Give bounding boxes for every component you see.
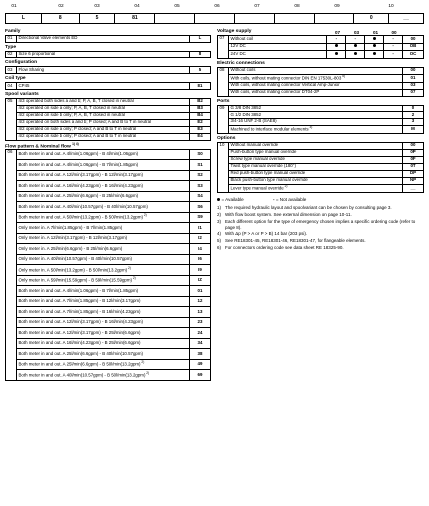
availability-cell xyxy=(346,51,365,59)
position-number: 09 xyxy=(334,4,340,9)
row-description: Screw type manual override xyxy=(229,156,403,163)
row-code: E4 xyxy=(190,133,211,140)
table-row xyxy=(6,67,211,74)
family-table xyxy=(5,35,211,43)
row-description: Both meter in and out. A 4l/min(1.06gpm) - B 7l/min(1.85gpm) xyxy=(17,286,190,297)
availability-cell: - xyxy=(384,51,403,59)
spool-variants-table xyxy=(5,98,211,141)
position-numbers xyxy=(5,4,424,11)
availability-cell xyxy=(365,36,384,44)
footnote-ref: 2) xyxy=(131,276,136,281)
position-number: 07 xyxy=(254,4,260,9)
table-row xyxy=(6,286,211,297)
table-row xyxy=(6,223,211,234)
code-cell: 0 xyxy=(354,14,389,23)
row-code: L xyxy=(190,36,211,43)
position-number: 04 xyxy=(134,4,140,9)
position-number: 08 xyxy=(294,4,300,9)
footnote-number: 6) xyxy=(217,245,222,251)
row-description: Only meter in. A 40l/min(10.57gpm) - B 40l/min(10.57gpm) xyxy=(17,254,190,265)
footnote-ref: 2) xyxy=(140,360,145,365)
row-code: 03 xyxy=(403,82,424,89)
available-dot-icon xyxy=(335,52,338,55)
row-code: 07 xyxy=(403,89,424,96)
table-row xyxy=(218,170,424,177)
table-row xyxy=(6,119,211,126)
row-description: Push-button type manual override xyxy=(229,149,403,156)
footnote-text: With Δp (P > A or P > B) 14 bar (203 psi). xyxy=(225,231,308,237)
row-description: With coils, without mating connector DIN EN 17530L-803 $^{5)}$ xyxy=(229,74,403,82)
row-number: 07 xyxy=(218,36,229,59)
table-row xyxy=(218,156,424,163)
flow-pattern-table xyxy=(5,149,211,381)
row-description: 24V DC xyxy=(228,51,326,59)
row-description: Directional Valve elements ED xyxy=(17,36,190,43)
row-code: 01 xyxy=(403,74,424,82)
availability-cell xyxy=(346,43,365,51)
row-code: DP xyxy=(403,170,424,177)
section-title-coil-type: Coil type xyxy=(5,76,26,82)
available-dot-icon xyxy=(335,44,338,47)
row-code: E2 xyxy=(190,119,211,126)
voltage-header xyxy=(217,27,424,35)
table-row xyxy=(6,149,211,160)
section-title-configuration: Configuration xyxy=(5,60,38,66)
row-code: 69 xyxy=(190,370,211,381)
row-description: Both meter in and out. A 4l/min(1.06gpm) - B 7l/min(1.85gpm) xyxy=(17,160,190,171)
ordering-code-row xyxy=(5,13,424,24)
row-description: CP45 xyxy=(17,83,190,90)
footnote-ref: 2) xyxy=(127,265,131,270)
position-number: 02 xyxy=(58,4,64,9)
row-description: Only meter in. A 12l/min(3.17gpm) - B 12l/min(3.17gpm) xyxy=(17,233,190,244)
row-description: 4/2 operated on side b only; P closed; A and B to T in neutral xyxy=(17,133,190,140)
options-table xyxy=(217,142,424,193)
availability-cell xyxy=(327,43,346,51)
row-description: With coils, without mating connector DT04-2P xyxy=(229,89,403,96)
position-number: 01 xyxy=(11,4,17,9)
footnote-number: 4) xyxy=(217,231,222,237)
voltage-col-head: 07 xyxy=(334,29,341,35)
row-description: 4/2 operated on side a only; P, A, B, T closed in neutral xyxy=(17,105,190,112)
availability-cell xyxy=(365,51,384,59)
table-row xyxy=(6,338,211,349)
row-description: 4/3 operated on both sides a and b; P closed; A and B to T in neutral xyxy=(17,119,190,126)
availability-cell: - xyxy=(346,36,365,44)
electric-connections-table xyxy=(217,67,424,97)
footnote xyxy=(217,205,424,210)
table-row xyxy=(218,36,424,44)
footnote-ref: 2) xyxy=(142,213,147,218)
row-code: I1 xyxy=(190,223,211,234)
row-description: 3/4-16 UNF 2-B (SAE8) xyxy=(229,119,403,126)
footnote-text: With flow boost system. See external dimension on page 10-11. xyxy=(225,212,352,218)
table-row xyxy=(218,119,424,126)
table-row xyxy=(6,349,211,360)
table-row xyxy=(218,105,424,112)
code-cell xyxy=(195,14,235,23)
code-cell: L xyxy=(6,14,42,23)
row-description: Both meter in and out. A 7l/min(1.85gpm) - B 16l/min(4.23gpm) xyxy=(17,307,190,318)
row-description: Lever type manual override $^{2)}$ xyxy=(229,184,403,192)
row-description: Black push-button type manual override xyxy=(229,177,403,184)
row-code: S3 xyxy=(190,181,211,192)
table-row xyxy=(218,74,424,82)
legend-available xyxy=(217,197,258,202)
row-code: OC xyxy=(403,51,424,59)
row-description: Both meter in and out. A 16l/min(4.23gpm) - B 16l/min(4.23gpm) xyxy=(17,181,190,192)
footnote-text: For connectors ordering code see data sheet RE 18325-90. xyxy=(225,245,344,251)
row-code: 24 xyxy=(190,328,211,339)
row-code: S1 xyxy=(190,160,211,171)
row-code: NP xyxy=(403,177,424,184)
row-code: S6 xyxy=(190,202,211,213)
table-row xyxy=(6,98,211,105)
voltage-col-head: 03 xyxy=(353,29,360,35)
availability-cell: - xyxy=(327,36,346,44)
row-code: S4 xyxy=(190,191,211,202)
legend-available-text: = Available xyxy=(221,197,244,203)
row-description: Both meter in and out. A 25l/min(6.6gpm) - B 50l/min(13.2gpm) $^{2)}$ xyxy=(17,359,190,370)
footnote xyxy=(217,231,424,236)
code-cell xyxy=(315,14,355,23)
table-row xyxy=(6,126,211,133)
position-number: 10 xyxy=(388,4,394,9)
row-number: 03 xyxy=(6,67,17,74)
availability-cell: - xyxy=(384,36,403,44)
row-code: 00 xyxy=(403,67,424,74)
footnote-text: See RE18301-45, RE18301-46, RE18301-47, for flangeable elements. xyxy=(225,238,366,244)
table-row xyxy=(218,67,424,74)
section-title-spool-variants: Spool variants xyxy=(5,91,39,97)
footnote-ref: 5) xyxy=(341,73,346,78)
table-row xyxy=(6,105,211,112)
row-description: Only meter in. A 25l/min(6.6gpm) - B 25l/min(6.6gpm) xyxy=(17,244,190,255)
ports-table xyxy=(217,105,424,134)
table-row xyxy=(218,163,424,170)
table-row xyxy=(218,142,424,149)
flow-pattern-title: Flow pattern & Nominal flow xyxy=(5,144,71,150)
row-description: Flow Sharing xyxy=(17,67,190,74)
code-cell xyxy=(235,14,275,23)
table-row xyxy=(6,265,211,276)
row-code: S2 xyxy=(190,170,211,181)
row-description: 4/2 operated on side a only; P closed; A and B to T in neutral xyxy=(17,126,190,133)
row-code: B3 xyxy=(190,105,211,112)
type-table xyxy=(5,51,211,59)
row-description: Size 6 proportional xyxy=(17,51,190,58)
legend-not-available xyxy=(273,197,320,202)
section-title-electric: Electric connections xyxy=(217,60,265,66)
row-description: Machined to interface modular elements $^{3)}$ xyxy=(229,125,403,133)
row-code: 23 xyxy=(190,317,211,328)
section-title-voltage: Voltage supply xyxy=(217,29,252,34)
table-row xyxy=(6,212,211,223)
row-description: Without coil xyxy=(228,36,326,44)
table-row xyxy=(218,177,424,184)
row-description: Both meter in and out. A 40l/min(10.57gpm) - B 40l/min(10.57gpm) xyxy=(17,202,190,213)
code-cell xyxy=(155,14,195,23)
table-row xyxy=(6,181,211,192)
row-code: E3 xyxy=(190,126,211,133)
row-code: 5 xyxy=(190,67,211,74)
table-row xyxy=(218,51,424,59)
footnote-number: 1) xyxy=(217,205,222,211)
row-description: Both meter in and out. A 25l/min(6.6gpm) - B 40l/min(10.57gpm) xyxy=(17,349,190,360)
configuration-table xyxy=(5,66,211,74)
row-description: Both meter in and out. A 50l/min(13.2gpm) - B 50l/min(13.2gpm) $^{2)}$ xyxy=(17,212,190,223)
row-description: 4/3 operated both sides a and b; P, A, B, T closed in neutral xyxy=(17,98,190,105)
table-row xyxy=(6,317,211,328)
table-row xyxy=(6,296,211,307)
table-row xyxy=(6,133,211,140)
position-number: 05 xyxy=(174,4,180,9)
row-description: Both meter in and out. A 7l/min(1.85gpm) - B 12l/min(3.17gpm) xyxy=(17,296,190,307)
table-row xyxy=(6,51,211,58)
table-row xyxy=(6,254,211,265)
row-description: G 3/8 DIN 3852 xyxy=(229,105,403,112)
position-number: 03 xyxy=(94,4,100,9)
section-title-ports: Ports xyxy=(217,98,230,104)
section-title-family: Family xyxy=(5,29,21,34)
row-code: 2 xyxy=(403,112,424,119)
row-code: 12 xyxy=(190,296,211,307)
row-number: 09 xyxy=(218,105,229,133)
row-description: Both meter in and out. A 4l/min(1.06gpm) - B 4l/min(1.06gpm) xyxy=(17,149,190,160)
section-title-type: Type xyxy=(5,44,17,50)
row-description: With coils, without mating connector Vertical Amp-Junior xyxy=(229,82,403,89)
row-code: B4 xyxy=(190,112,211,119)
row-description: Twist type manual override (180°) xyxy=(229,163,403,170)
coil-type-table xyxy=(5,82,211,90)
row-code: B2 xyxy=(190,98,211,105)
row-description: Red push-button type manual override xyxy=(229,170,403,177)
table-row xyxy=(218,82,424,89)
row-code: I2 xyxy=(190,233,211,244)
footnote xyxy=(217,219,424,230)
row-code: 00 xyxy=(403,36,424,44)
footnote-number: 2) xyxy=(217,212,222,218)
row-description: 12V DC xyxy=(228,43,326,51)
row-description: 4/2 operated on side b only; P, A, B, T closed in neutral xyxy=(17,112,190,119)
row-code: 0T xyxy=(403,163,424,170)
code-cell xyxy=(275,14,315,23)
table-row xyxy=(6,170,211,181)
code-cell: 5 xyxy=(80,14,116,23)
legend xyxy=(217,197,424,202)
code-cell: 8 xyxy=(42,14,80,23)
position-number: 06 xyxy=(214,4,220,9)
row-description: Both meter in and out. A 25l/min(6.6gpm) - B 25l/min(6.6gpm) xyxy=(17,191,190,202)
available-dot-icon xyxy=(354,44,357,47)
available-dot-icon xyxy=(354,52,357,55)
row-code: 0P xyxy=(403,149,424,156)
row-description: Only meter in. A 7l/min(1.85gpm) - B 7l/min(1.85gpm) xyxy=(17,223,190,234)
table-row xyxy=(6,307,211,318)
table-row xyxy=(218,149,424,156)
row-number: 06 xyxy=(6,149,17,380)
footnote-ref: 1) 4) xyxy=(72,141,79,146)
row-number: 10 xyxy=(218,142,229,192)
legend-not-available-text: = Not available xyxy=(275,197,307,203)
footnote-number: 5) xyxy=(217,238,222,244)
table-row xyxy=(6,83,211,90)
row-number: 08 xyxy=(218,67,229,96)
table-row xyxy=(218,125,424,133)
table-row xyxy=(6,244,211,255)
table-row xyxy=(6,275,211,286)
footnotes xyxy=(217,205,424,250)
code-cell: 81 xyxy=(115,14,155,23)
footnote-ref: 2) xyxy=(283,184,288,189)
row-code: S9 xyxy=(190,212,211,223)
footnote-ref: 3) xyxy=(308,125,313,130)
table-row xyxy=(218,89,424,96)
dash-icon: - xyxy=(273,197,275,203)
right-column xyxy=(217,27,424,251)
availability-cell xyxy=(365,43,384,51)
available-dot-icon xyxy=(373,44,376,47)
row-description: Both meter in and out. A 40l/min(10.57gpm) - B 50l/min(13.2gpm) $^{2)}$ xyxy=(17,370,190,381)
row-description: Both meter in and out. A 16l/min(4.23gpm) - B 25l/min(6.6gpm) xyxy=(17,338,190,349)
footnote-ref: 2) xyxy=(145,370,150,375)
row-description: G 1/2 DIN 3852 xyxy=(229,112,403,119)
footnote-text: Each different option for the type of emergency chosen implies a specific ordering code (refer to page 8). xyxy=(225,219,416,230)
section-title-options: Options xyxy=(217,135,236,141)
footnote-text: The required hydraulic layout and spoolvariant can be chosen by consulting page 3. xyxy=(225,205,392,211)
footnote xyxy=(217,245,424,250)
table-row xyxy=(6,359,211,370)
available-dot-icon xyxy=(217,198,220,201)
row-code: 3 xyxy=(403,119,424,126)
row-description: Both meter in and out. A 12l/min(3.17gpm) - B 25l/min(6.6gpm) xyxy=(17,328,190,339)
row-description: Only meter in. A 59l/min(15.59gpm) - B 59l/min(15.59gpm) $^{2)}$ xyxy=(17,275,190,286)
left-column xyxy=(5,27,211,381)
table-row xyxy=(6,160,211,171)
row-description: Without coils xyxy=(229,67,403,74)
row-description: Both meter in and out. A 12l/min(3.17gpm) - B 12l/min(3.17gpm) xyxy=(17,170,190,181)
row-code: I6 xyxy=(190,254,211,265)
row-number: 02 xyxy=(6,51,17,58)
footnote xyxy=(217,238,424,243)
row-code: S0 xyxy=(190,149,211,160)
row-code: 01 xyxy=(190,286,211,297)
row-code: 0F xyxy=(403,156,424,163)
table-row xyxy=(218,43,424,51)
row-description: Both meter in and out. A 12l/min(3.17gpm) - B 16l/min(4.23gpm) xyxy=(17,317,190,328)
table-row xyxy=(6,191,211,202)
row-code: 00 xyxy=(403,142,424,149)
row-code: 49 xyxy=(190,359,211,370)
code-cell: __ xyxy=(403,14,409,21)
row-code: I4 xyxy=(190,244,211,255)
table-row xyxy=(6,328,211,339)
table-row xyxy=(6,36,211,43)
row-number: 05 xyxy=(6,98,17,140)
row-code: 0 xyxy=(403,105,424,112)
row-description: Without manual override xyxy=(229,142,403,149)
row-number: 01 xyxy=(6,36,17,43)
available-dot-icon xyxy=(373,37,376,40)
row-code: __ xyxy=(403,184,424,192)
footnote xyxy=(217,212,424,217)
row-code: M xyxy=(403,125,424,133)
row-code: 8 xyxy=(190,51,211,58)
row-code: IZ xyxy=(190,275,211,286)
available-dot-icon xyxy=(373,52,376,55)
voltage-table xyxy=(217,35,424,59)
voltage-col-head: 00 xyxy=(391,29,397,35)
row-code: 34 xyxy=(190,338,211,349)
row-code: 81 xyxy=(190,83,211,90)
row-description: Only meter in. A 50l/min(13.2gpm) - B 50l/min(13.2gpm) $^{2)}$ xyxy=(17,265,190,276)
row-code: I9 xyxy=(190,265,211,276)
availability-cell xyxy=(327,51,346,59)
table-row xyxy=(218,184,424,192)
footnote-number: 3) xyxy=(217,219,222,225)
voltage-col-head: 01 xyxy=(372,29,379,35)
row-number: 04 xyxy=(6,83,17,90)
row-code: OB xyxy=(403,43,424,51)
table-row xyxy=(6,202,211,213)
table-row xyxy=(6,112,211,119)
row-code: 13 xyxy=(190,307,211,318)
table-row xyxy=(6,370,211,381)
row-code: 38 xyxy=(190,349,211,360)
table-row xyxy=(6,233,211,244)
availability-cell: - xyxy=(384,43,403,51)
